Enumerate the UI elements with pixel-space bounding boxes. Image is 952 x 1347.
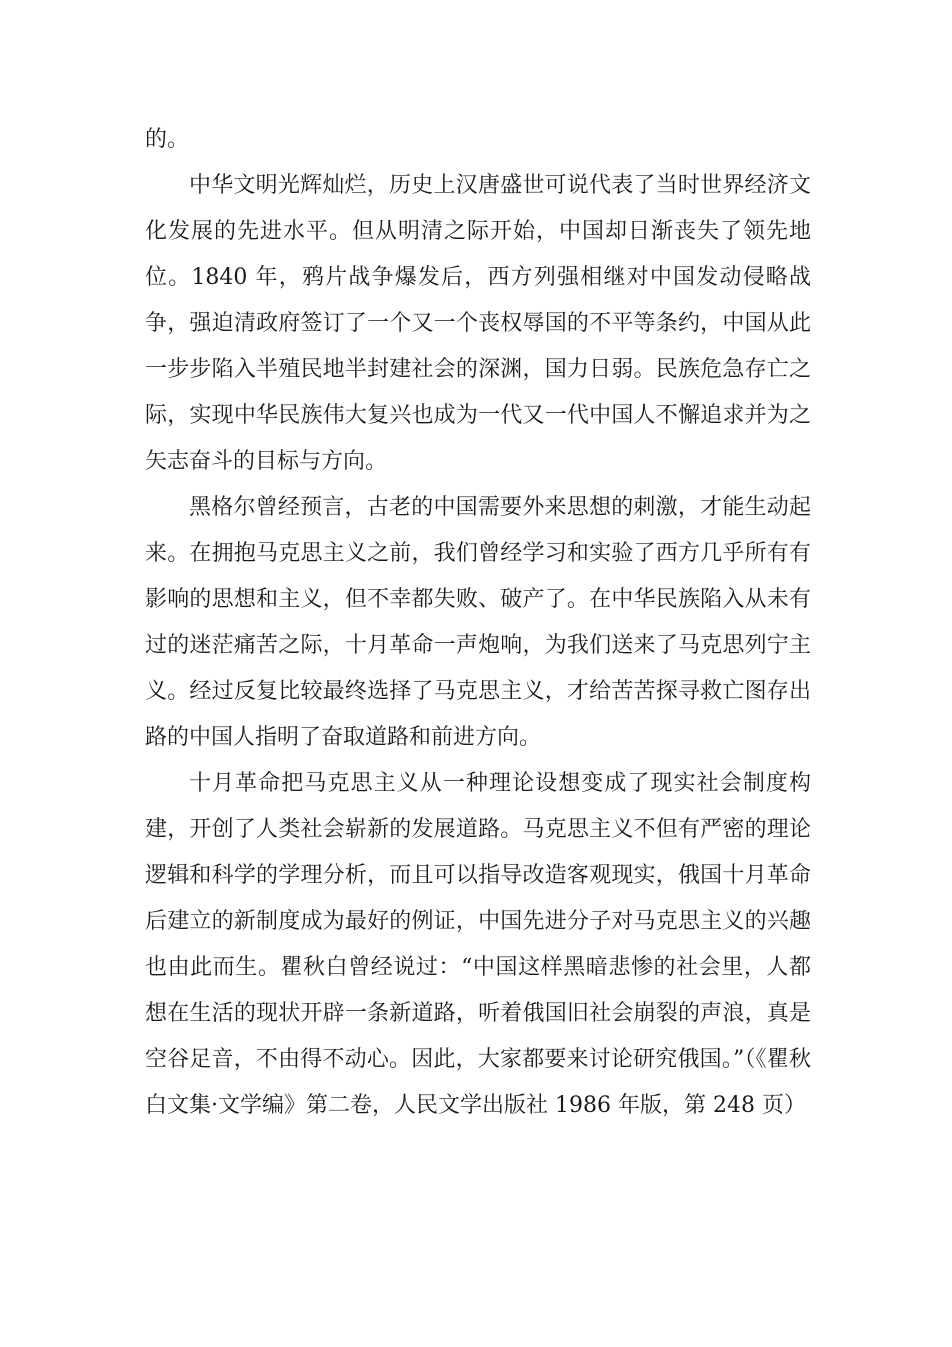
paragraph-chinese-civilization: 中华文明光辉灿烂，历史上汉唐盛世可说代表了当时世界经济文化发展的先进水平。但从明清之际开始，中国却日渐丧失了领先地位。1840 年，鸦片战争爆发后，西方列强相继对中国发动侵略战争，强迫清政府签订了一个又一个丧权辱国的不平等条约，中国从此一步步陷入半殖民地半封建社会的深渊，国力日弱。民族危急存亡之际，实现中华民族伟大复兴也成为一代又一代中国人不懈追求并为之矢志奋斗的目标与方向。 (145, 173, 811, 474)
paragraph-continuation: 的。 (145, 127, 190, 152)
paragraph-october-revolution: 十月革命把马克思主义从一种理论设想变成了现实社会制度构建，开创了人类社会崭新的发展道路。马克思主义不但有严密的理论逻辑和科学的学理分析，而且可以指导改造客观现实，俄国十月革命后建立的新制度成为最好的例证，中国先进分子对马克思主义的兴趣也由此而生。瞿秋白曾经说过：“中国这样黑暗悲惨的社会里，人都想在生活的现状开辟一条新道路，听着俄国旧社会崩裂的声浪，真是空谷足音，不由得不动心。因此，大家都要来讨论研究俄国。”（《瞿秋白文集·文学编》第二卷，人民文学出版社 1986 年版，第 248 页） (145, 771, 811, 1118)
body-text (145, 117, 811, 1129)
paragraph-hegel-prediction: 黑格尔曾经预言，古老的中国需要外来思想的刺激，才能生动起来。在拥抱马克思主义之前，我们曾经学习和实验了西方几乎所有有影响的思想和主义，但不幸都失败、破产了。在中华民族陷入从未有过的迷茫痛苦之际，十月革命一声炮响，为我们送来了马克思列宁主义。经过反复比较最终选择了马克思主义，才给苦苦探寻救亡图存出路的中国人指明了奋取道路和前进方向。 (145, 495, 811, 750)
